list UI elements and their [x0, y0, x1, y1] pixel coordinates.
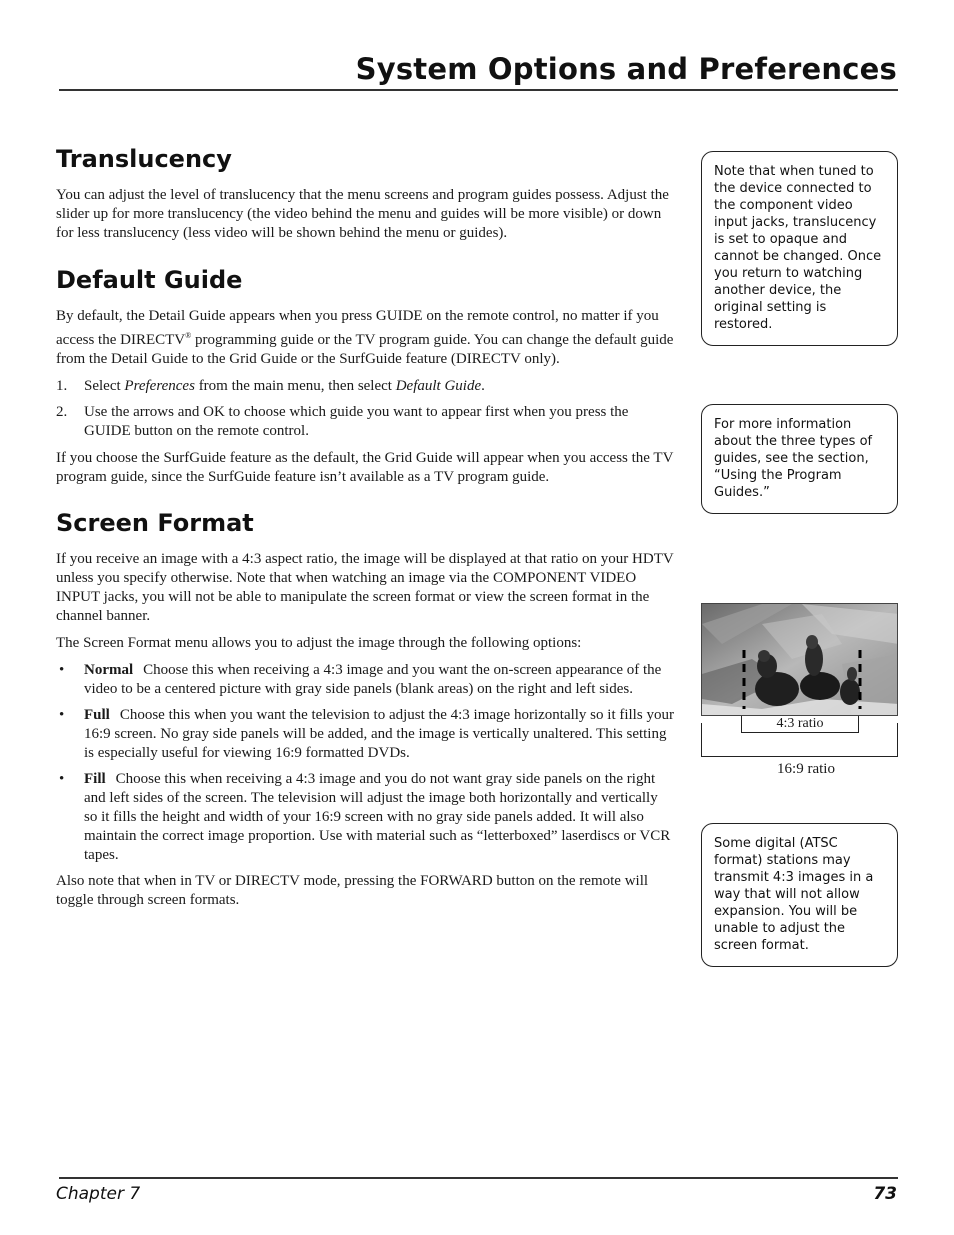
translucency-paragraph: You can adjust the level of translucency that the menu screens and program guides possess. Adjust the slider up for more translucency (the video behind the menu and guides will be more visible) or down for less translucency (less video will be shown behind the menu or guides).	[56, 187, 669, 241]
translucency-note: Note that when tuned to the device connected to the component video input jacks, translucency is set to opaque and cannot be changed. Once you return to watching another device, the original setting is restored.	[701, 151, 898, 346]
surfguide-paragraph: If you choose the SurfGuide feature as the default, the Grid Guide will appear when you access the TV program guide, since the SurfGuide feature isn’t available as a TV program guide.	[56, 450, 674, 485]
screen-format-intro: The Screen Format menu allows you to adjust the image through the following options:	[56, 635, 582, 651]
default-guide-heading: Default Guide	[56, 266, 243, 294]
atsc-note: Some digital (ATSC format) stations may transmit 4:3 images in a way that will not allow expansion. You will be unable to adjust the screen format.	[701, 823, 898, 967]
ratio-4-3-label: 4:3 ratio	[741, 716, 859, 733]
sea-lions-photo	[701, 603, 898, 716]
list-item: 1. Select Preferences from the main menu, then select Default Guide.	[56, 378, 485, 394]
default-guide-paragraph: By default, the Detail Guide appears when you press GUIDE on the remote control, no matter if you access the DIRECTV® programming guide or the TV program guide. You can change the default guide from the Detail Guide to the Grid Guide or the SurfGuide feature (DIRECTV only).	[56, 308, 674, 367]
option-fill: • Fill Choose this when receiving a 4:3 image and you do not want gray side panels on the right and left sides of the screen. The television will adjust the image both horizontally and vertically so it fills the height and width of your 16:9 screen with no gray side panels added. It will also maintain the correct image proportion. Use with material such as “letterboxed” laserdiscs or VCR tapes.	[59, 771, 671, 863]
list-item: 2. Use the arrows and OK to choose which guide you want to appear first when you press the GUIDE button on the remote control.	[56, 404, 629, 439]
translucency-heading: Translucency	[56, 145, 232, 173]
screen-format-paragraph: If you receive an image with a 4:3 aspect ratio, the image will be displayed at that ratio on your HDTV unless you specify otherwise. Note that when watching an image via the COMPONENT VIDEO INPUT jacks, you will not be able to manipulate the screen format or view the screen format in the channel banner.	[56, 551, 674, 624]
forward-button-paragraph: Also note that when in TV or DIRECTV mode, pressing the FORWARD button on the remote will toggle through screen formats.	[56, 873, 649, 908]
screen-format-section	[56, 509, 674, 910]
default-guide-steps	[56, 377, 674, 441]
page-title: System Options and Preferences	[355, 52, 897, 86]
default-guide-section	[56, 266, 674, 487]
translucency-section	[56, 145, 674, 243]
screen-format-heading: Screen Format	[56, 509, 254, 537]
ratio-16-9-label: 16:9 ratio	[777, 761, 835, 777]
footer-divider	[59, 1177, 898, 1179]
option-normal: • Normal Choose this when receiving a 4:3 image and you want the on-screen appearance of the video to be a centered picture with gray side panels (blank areas) on the right and left sides.	[59, 662, 662, 697]
guides-note: For more information about the three types of guides, see the section, “Using the Program Guides.”	[701, 404, 898, 514]
ratio-16-9-bracket	[701, 723, 898, 757]
chapter-label: Chapter 7	[56, 1184, 141, 1204]
aspect-ratio-figure	[701, 603, 898, 783]
title-divider	[59, 89, 898, 91]
main-column	[56, 145, 674, 932]
screen-format-options	[56, 661, 674, 865]
option-full: • Full Choose this when you want the television to adjust the 4:3 image horizontally so it fills your 16:9 screen. No gray side panels will be added, and the image is vertically unaltered. This setting is especially useful for viewing 16:9 formatted DVDs.	[59, 707, 674, 761]
page-number: 73	[873, 1184, 897, 1204]
